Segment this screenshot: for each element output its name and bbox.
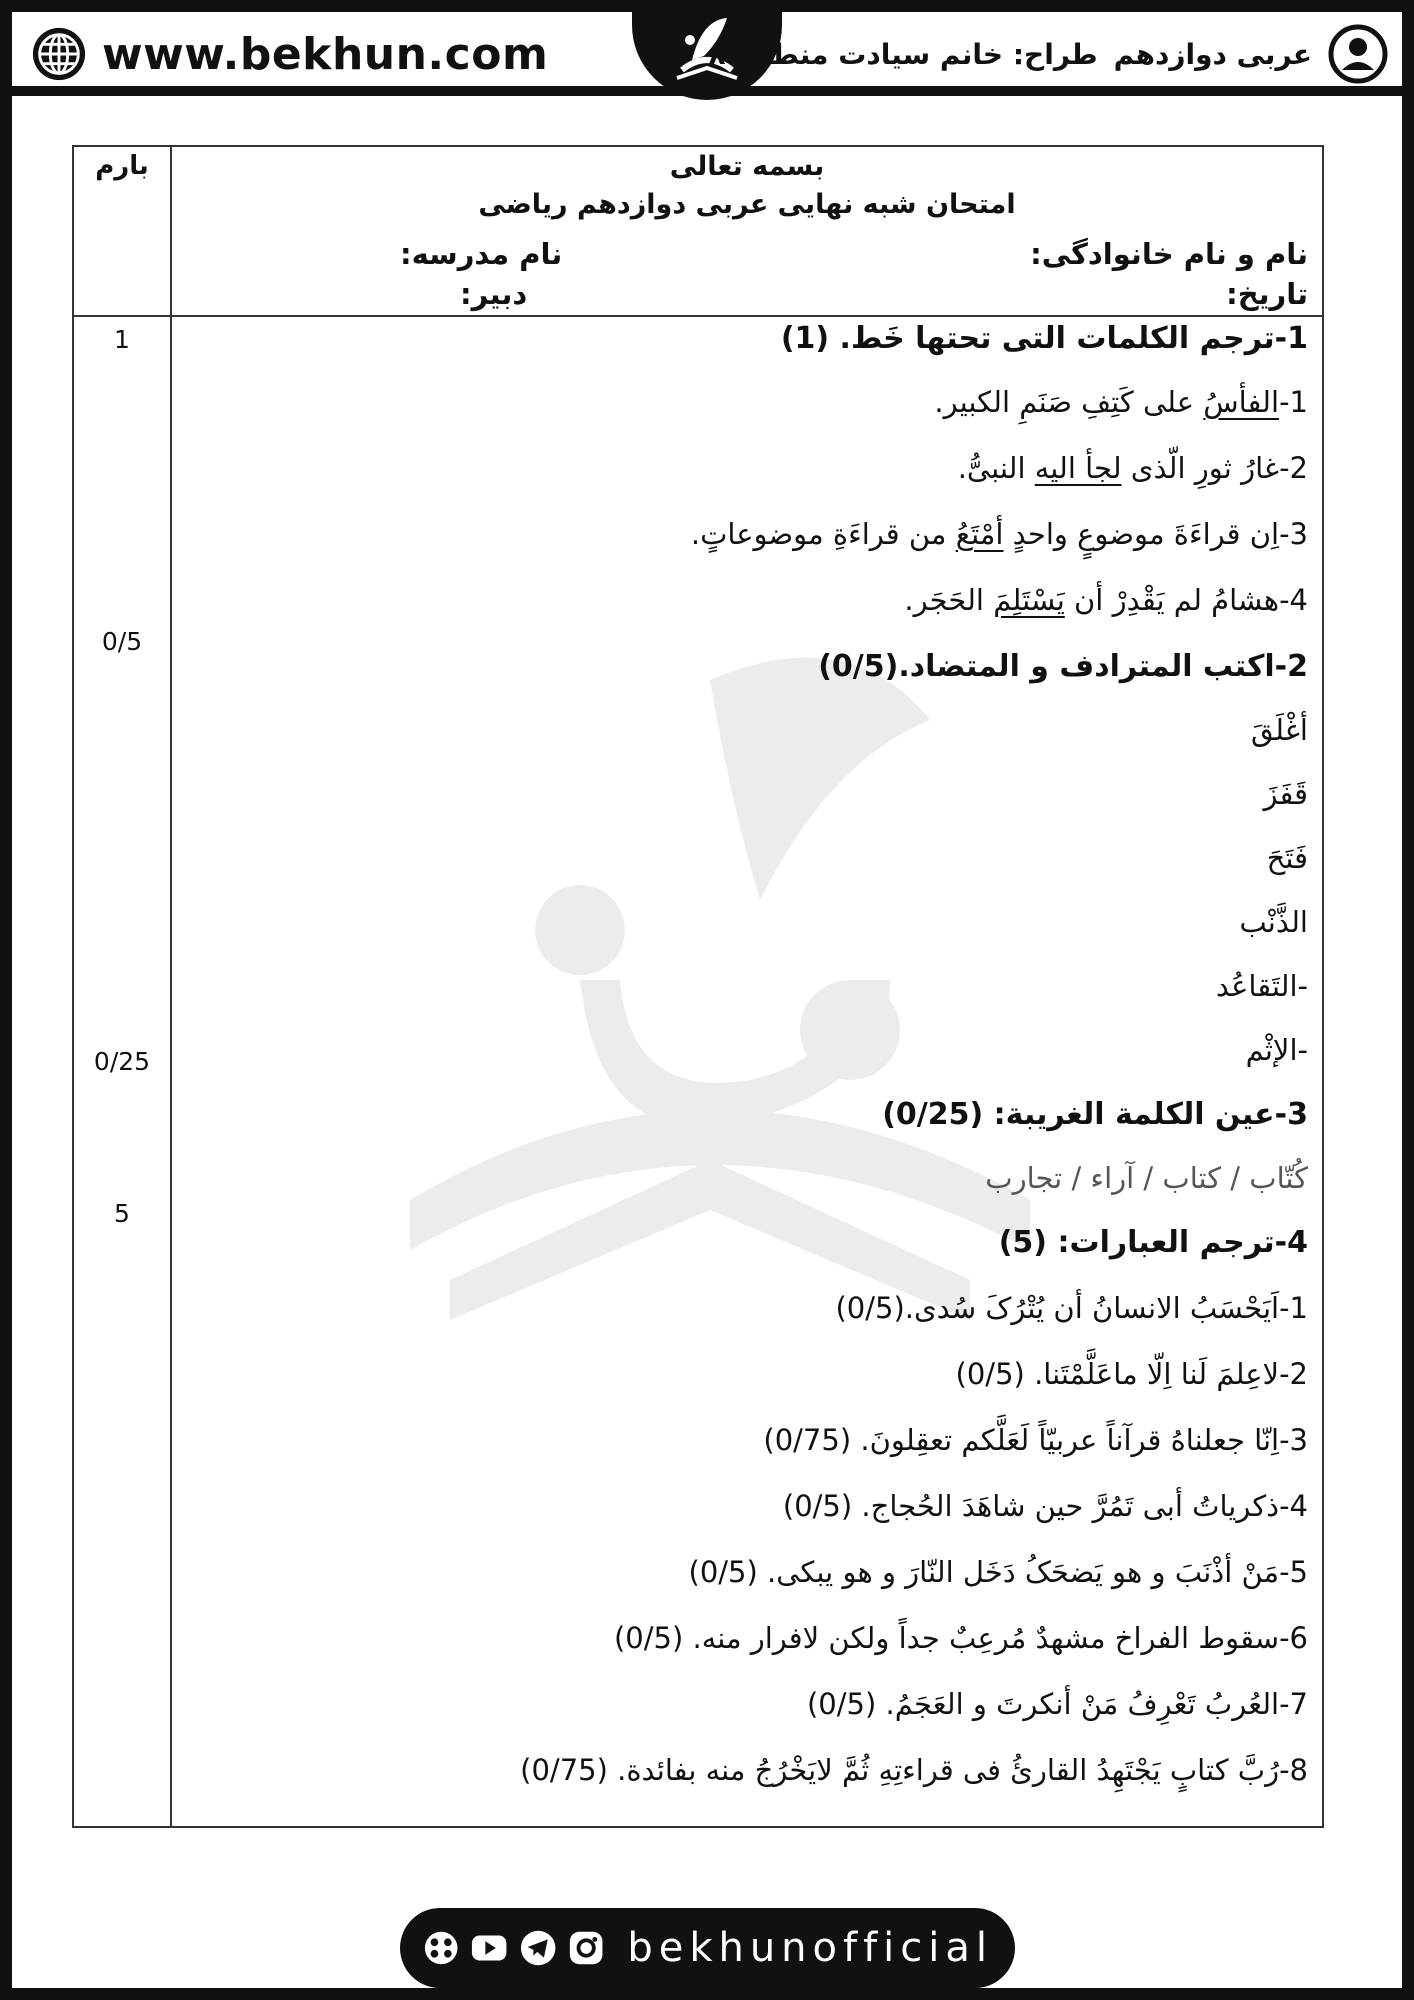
q3-options: کُتّاب / کتاب / آراء / تجارب bbox=[985, 1161, 1308, 1195]
q4-item: 6-سقوط الفراخ مشهدٌ مُرعِبٌ جداً ولکن لافرار منه. (0/5) bbox=[613, 1621, 1308, 1655]
q1-item: 2-غارُ ثورِ الّذی لجأ الیه النبیُّ. bbox=[957, 451, 1308, 485]
aparat-icon[interactable] bbox=[422, 1928, 460, 1968]
q1-title: 1-ترجم الکلمات التی تحتها خَط. (1) bbox=[780, 321, 1308, 356]
q4-item: 8-رُبَّ کتابٍ یَجْتَهِدُ القارئُ فی قراءتِهِ ثُمَّ لایَخْرُجُ منه بفائدة. (0/75) bbox=[520, 1753, 1308, 1787]
q2-word: قَفَزَ bbox=[1263, 777, 1308, 811]
course-title: عربی دوازدهم bbox=[1113, 37, 1312, 71]
q3-title: 3-عین الکلمة الغریبة: (0/25) bbox=[882, 1097, 1308, 1132]
designer-label: طراح: خانم سیادت منطقه ۸ bbox=[708, 37, 1098, 71]
q2-word: -الإثْم bbox=[1245, 1033, 1308, 1067]
q1-item: 3-اِن قراءَةَ موضوعٍ واحدٍ أمْتَعُ من قراءَةِ موضوعاتٍ. bbox=[690, 517, 1308, 551]
header-title-group bbox=[708, 22, 1388, 86]
date-field[interactable]: تاریخ: bbox=[1226, 277, 1308, 311]
barem-column-divider bbox=[170, 147, 172, 1826]
social-footer[interactable] bbox=[400, 1908, 1015, 1988]
site-url[interactable]: www.bekhun.com bbox=[102, 28, 549, 80]
q2-title: 2-اکتب المترادف و المتضاد.(0/5) bbox=[818, 649, 1308, 684]
user-icon bbox=[1328, 24, 1388, 84]
page-header bbox=[12, 12, 1402, 96]
bismillah: بسمه تعالی bbox=[669, 151, 825, 182]
q4-item: 7-العُربُ تَعْرِفُ مَنْ أنکرتَ و العَجَمُ. (0/5) bbox=[806, 1687, 1308, 1721]
q2-word: الذَّنْب bbox=[1239, 905, 1308, 939]
q2-word: -التَقاعُد bbox=[1215, 969, 1308, 1003]
q4-item: 5-مَنْ أذْنَبَ و هو یَضحَکُ دَخَل النّارَ و هو یبکی. (0/5) bbox=[688, 1555, 1308, 1589]
student-name-field[interactable]: نام و نام خانوادگی: bbox=[1030, 237, 1308, 271]
q2-score: 0/5 bbox=[101, 627, 143, 656]
school-name-field[interactable]: نام مدرسه: bbox=[400, 237, 563, 271]
q1-score: 1 bbox=[114, 325, 130, 354]
q1-item: 1-الفأسُ علی کَتِفِ صَنَمِ الکبیر. bbox=[934, 385, 1308, 419]
q4-item: 4-ذکریاتُ أبی تَمُرَّ حین شاهَدَ الحُجاج. (0/5) bbox=[782, 1489, 1308, 1523]
barem-column-header: بارم bbox=[95, 151, 149, 181]
q3-score: 0/25 bbox=[93, 1047, 151, 1076]
q4-item: 1-اَیَحْسَبُ الانسانُ أن یُتْرُکَ سُدی.(0/5) bbox=[835, 1291, 1308, 1325]
instagram-icon[interactable] bbox=[567, 1928, 605, 1968]
q1-item: 4-هشامُ لم یَقْدِرْ أن یَسْتَلِمَ الحَجَر. bbox=[904, 583, 1308, 617]
header-row-divider bbox=[74, 315, 1322, 317]
site-url-group[interactable] bbox=[30, 26, 548, 82]
youtube-icon[interactable] bbox=[470, 1928, 508, 1968]
exam-table bbox=[72, 145, 1324, 1828]
q4-item: 3-اِنّا جعلناهُ قرآناً عربیّاً لَعَلَّکم تعقِلونَ. (0/75) bbox=[763, 1423, 1308, 1457]
teacher-field[interactable]: دبیر: bbox=[460, 277, 528, 311]
telegram-icon[interactable] bbox=[519, 1928, 557, 1968]
q2-word: أغْلَقَ bbox=[1250, 713, 1308, 747]
exam-title: امتحان شبه نهایی عربی دوازدهم ریاضی bbox=[478, 189, 1016, 220]
q4-title: 4-ترجم العبارات: (5) bbox=[998, 1225, 1308, 1260]
q4-score: 5 bbox=[114, 1199, 130, 1228]
q4-item: 2-لاعِلمَ لَنا اِلّا ماعَلَّمْتَنا. (0/5) bbox=[955, 1357, 1308, 1391]
q2-word: فَتَحَ bbox=[1266, 841, 1308, 875]
globe-icon bbox=[30, 25, 88, 83]
social-handle[interactable]: bekhunofficial bbox=[627, 1925, 994, 1971]
